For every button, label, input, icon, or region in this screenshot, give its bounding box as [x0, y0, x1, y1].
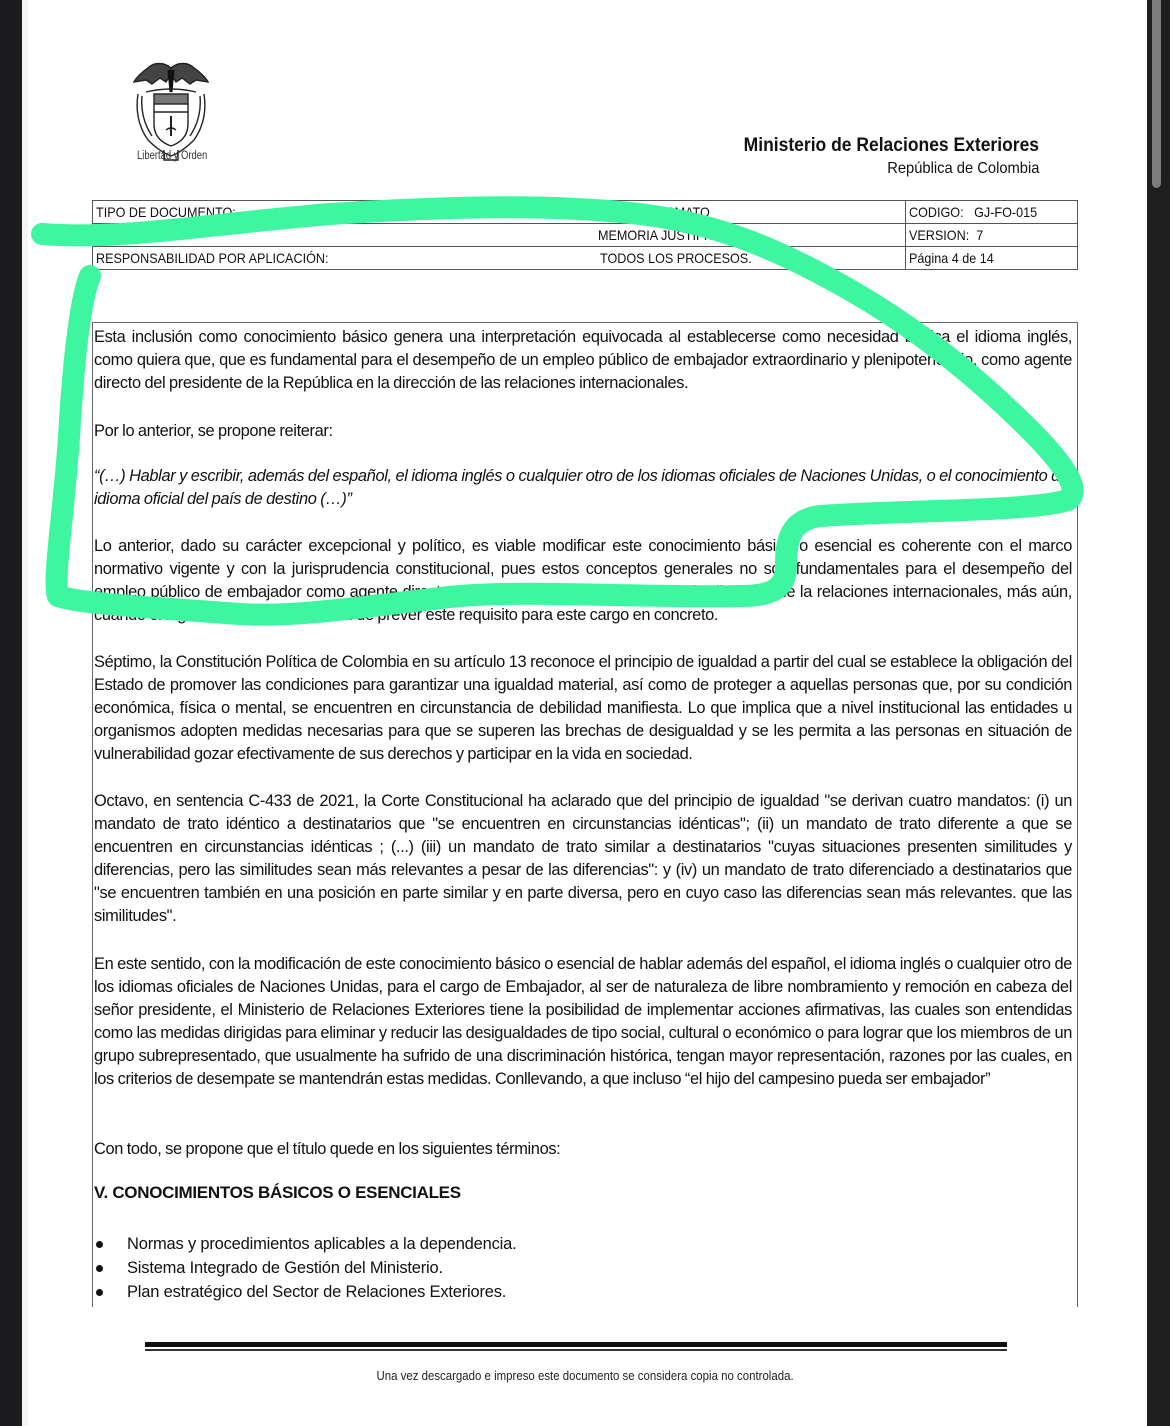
list-item: Plan estratégico del Sector de Relaciones Exteriores. — [94, 1280, 517, 1304]
footer-divider — [145, 1342, 1007, 1347]
table-label-cell: NOMBRE: — [93, 224, 539, 247]
knowledge-list — [94, 1232, 517, 1304]
scrollbar-track[interactable] — [1147, 0, 1170, 1426]
paragraph-proposal-intro: Por lo anterior, se propone reiterar: — [94, 422, 333, 440]
table-meta-cell: VERSION: 7 — [906, 224, 1078, 247]
table-label-cell: RESPONSABILIDAD POR APLICACIÓN: — [93, 247, 539, 270]
footer-notice: Una vez descargado e impreso este documento se considera copia no controlada. — [376, 1368, 794, 1383]
paragraph-septimo: Séptimo, la Constitución Política de Colombia en su artículo 13 reconoce el principio de igualdad a partir del cual se establece la obligación del Estado de promover las condiciones para garantizar una igualdad material, así como de proteger a aquellas personas que, por su condición económica, física o mental, se encuentren en circunstancia de debilidad manifiesta. Lo que implica que a nivel institucional las entidades u organismos adopten medidas necesarias para que se superen las brechas de desigualdad y se les permita a las personas en situación de vulnerabilidad gozar efectivamente de sus derechos y participar en la vida en sociedad. — [94, 653, 1072, 763]
paragraph-conclusion: Con todo, se propone que el título quede en los siguientes términos: — [94, 1140, 561, 1158]
paragraph-justification: Lo anterior, dado su carácter excepcional y político, es viable modificar este conocimiento básico o esencial es coherente con el marco normativo vigente y con la jurisprudencia constitucional, pues estos conceptos generales no son fundamentales para el desempeño del empleo público de embajador como agente directo del presidente de la República en la dirección de la relaciones internacionales, más aún, cuando el legislador no tuvo intención de prever este requisito para este cargo en concreto. — [94, 537, 1072, 624]
table-value-cell: TODOS LOS PROCESOS. — [538, 247, 905, 270]
bullet-icon — [96, 1265, 103, 1272]
table-row — [93, 224, 1078, 247]
bullet-icon — [96, 1289, 103, 1296]
ministry-title: Ministerio de Relaciones Exteriores — [743, 135, 1039, 156]
table-label-cell: TIPO DE DOCUMENTO: — [93, 201, 539, 224]
logo-motto: Libertad y Orden — [137, 150, 208, 162]
table-row — [93, 201, 1078, 224]
quote-paragraph: “(…) Hablar y escribir, además del español, el idioma inglés o cualquier otro de los idiomas oficiales de Naciones Unidas, o el conocimiento del idioma oficial del país de destino (…)” — [94, 467, 1072, 508]
paragraph-affirmative-actions: En este sentido, con la modificación de este conocimiento básico o esencial de hablar además del español, el idioma inglés o cualquier otro de los idiomas oficiales de Naciones Unidas, para el cargo de Embajador, al ser de naturaleza de libre nombramiento y remoción en cabeza del señor presidente, el Ministerio de Relaciones Exteriores tiene la posibilidad de implementar acciones afirmativas, las cuales son entendidas como las medidas dirigidas para eliminar y reducir las desigualdades de tipo social, cultural o económico o para lograr que los miembros de un grupo subrepresentado, que usualmente ha sufrido de una discriminación histórica, tengan mayor representación, razones por las cuales, en los criterios de desempate se mantendrán estas medidas. Conllevando, a que incluso “el hijo del campesino pueda ser embajador” — [94, 955, 1072, 1088]
bullet-icon — [96, 1241, 103, 1248]
paragraph-inclusion: Esta inclusión como conocimiento básico genera una interpretación equivocada al establecerse como necesidad básica el idioma inglés, como quiera que, que es fundamental para el desempeño de un empleo público de embajador extraordinario y plenipotenciario, como agente directo del presidente de la República en la dirección de las relaciones internacionales. — [94, 328, 1072, 392]
table-value-cell: MEMORIA JUSTIFICATIVA — [538, 224, 905, 247]
footer-divider-thin — [145, 1349, 1007, 1351]
table-meta-cell: CODIGO: GJ-FO-015 — [906, 201, 1078, 224]
country-subtitle: República de Colombia — [886, 160, 1039, 177]
paragraph-octavo: Octavo, en sentencia C-433 de 2021, la Corte Constitucional ha aclarado que del principio de igualdad "se derivan cuatro mandatos: (i) un mandato de trato idéntico a destinatarios que "se encuentren en circunstancias idénticas"; (ii) un mandato de trato diferente a que se encuentren en circunstancias idénticas ; (...) (iii) un mandato de trato similar a destinatarios "cuyas situaciones presenten similitudes y diferencias, pero las similitudes sean más relevantes a pesar de las diferencias": y (iv) un mandato de trato diferenciado a destinatarios que "se encuentren también en una posición en parte similar y en parte diversa, pero en cuyo caso las diferencias sean más relevantes. que las similitudes". — [94, 792, 1072, 925]
document-control-table — [92, 200, 1078, 270]
section-heading: V. CONOCIMIENTOS BÁSICOS O ESENCIALES — [94, 1183, 461, 1202]
table-row — [93, 247, 1078, 270]
table-value-cell: FORMATO — [538, 201, 905, 224]
list-item: Sistema Integrado de Gestión del Ministerio. — [94, 1256, 517, 1280]
page-edge — [22, 0, 28, 1426]
table-meta-cell: Página 4 de 14 — [906, 247, 1078, 270]
scrollbar-thumb[interactable] — [1152, 0, 1161, 188]
list-item: Normas y procedimientos aplicables a la dependencia. — [94, 1232, 517, 1256]
